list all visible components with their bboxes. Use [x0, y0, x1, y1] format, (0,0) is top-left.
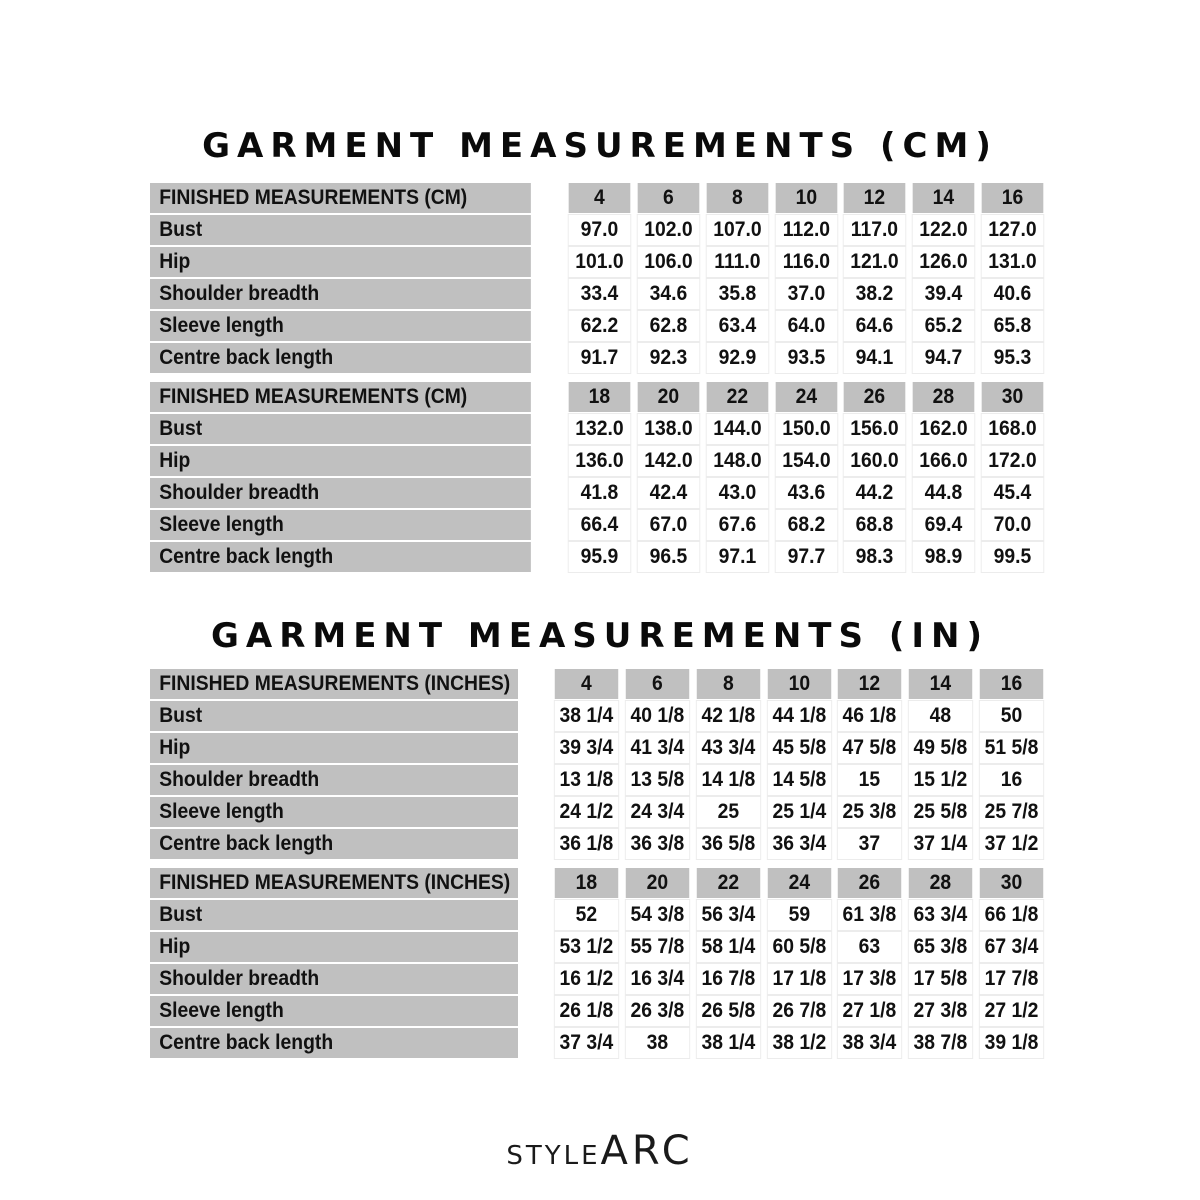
row-label: Hip	[150, 932, 518, 962]
measurement-cell: 112.0	[775, 215, 836, 245]
measurement-cell: 111.0	[706, 247, 767, 277]
row-label: Shoulder breadth	[150, 478, 531, 508]
measurement-cell: 121.0	[844, 247, 905, 277]
measurement-cell: 26 1/8	[555, 996, 618, 1026]
measurement-cell: 17 1/8	[767, 964, 830, 994]
size-header-cell: 26	[844, 382, 905, 412]
measurement-cell: 97.1	[706, 542, 767, 572]
measurement-cell: 26 5/8	[696, 996, 759, 1026]
measurement-cell: 44 1/8	[767, 701, 830, 731]
row-label: Sleeve length	[150, 797, 518, 827]
measurement-cell: 16 3/4	[626, 964, 689, 994]
measurement-cell: 106.0	[638, 247, 699, 277]
style-arc-logo	[0, 1128, 1200, 1174]
measurement-cell: 136.0	[569, 446, 630, 476]
measurement-cell: 42 1/8	[696, 701, 759, 731]
header-label: FINISHED MEASUREMENTS (INCHES)	[150, 669, 518, 699]
table-row	[150, 510, 1046, 540]
row-label: Hip	[150, 733, 518, 763]
measurement-cell: 160.0	[844, 446, 905, 476]
measurement-cell: 63 3/4	[909, 900, 972, 930]
table-row	[150, 446, 1046, 476]
size-header-cell: 22	[706, 382, 767, 412]
row-label: Centre back length	[150, 829, 518, 859]
measurement-cell: 53 1/2	[555, 932, 618, 962]
measurement-cell: 38 3/4	[838, 1028, 901, 1058]
table-row	[150, 279, 1046, 309]
measurement-cell: 43.6	[775, 478, 836, 508]
row-label: Centre back length	[150, 343, 531, 373]
measurement-cell: 15 1/2	[909, 765, 972, 795]
table-header-row	[150, 868, 1046, 898]
measurement-cell: 59	[767, 900, 830, 930]
measurement-cell: 154.0	[775, 446, 836, 476]
measurement-cell: 97.0	[569, 215, 630, 245]
size-header-cell: 6	[626, 669, 689, 699]
logo-style-text: STYLE	[506, 1141, 601, 1171]
measurement-cell: 37 1/2	[980, 829, 1043, 859]
row-label: Bust	[150, 215, 531, 245]
size-header-cell: 10	[767, 669, 830, 699]
measurement-cell: 69.4	[913, 510, 974, 540]
measurement-cell: 116.0	[775, 247, 836, 277]
measurement-cell: 36 1/8	[555, 829, 618, 859]
table-row	[150, 964, 1046, 994]
measurement-cell: 13 1/8	[555, 765, 618, 795]
measurement-cell: 35.8	[706, 279, 767, 309]
measurement-cell: 14 1/8	[696, 765, 759, 795]
measurement-cell: 50	[980, 701, 1043, 731]
measurement-cell: 94.7	[913, 343, 974, 373]
table-cm-sizes-18-30	[148, 380, 1048, 574]
size-header-cell: 14	[909, 669, 972, 699]
measurement-cell: 61 3/8	[838, 900, 901, 930]
size-header-cell: 8	[706, 183, 767, 213]
measurement-cell: 55 7/8	[626, 932, 689, 962]
measurement-cell: 58 1/4	[696, 932, 759, 962]
table-row	[150, 900, 1046, 930]
measurement-cell: 117.0	[844, 215, 905, 245]
measurement-cell: 17 7/8	[980, 964, 1043, 994]
measurement-cell: 66.4	[569, 510, 630, 540]
measurement-cell: 54 3/8	[626, 900, 689, 930]
row-label: Sleeve length	[150, 996, 518, 1026]
row-label: Shoulder breadth	[150, 765, 518, 795]
size-header-cell: 8	[696, 669, 759, 699]
measurement-cell: 47 5/8	[838, 733, 901, 763]
measurement-cell: 67 3/4	[980, 932, 1043, 962]
measurement-cell: 98.9	[913, 542, 974, 572]
table-row	[150, 996, 1046, 1026]
measurement-cell: 45 5/8	[767, 733, 830, 763]
header-label: FINISHED MEASUREMENTS (INCHES)	[150, 868, 518, 898]
measurement-cell: 63	[838, 932, 901, 962]
measurement-cell: 37	[838, 829, 901, 859]
measurement-cell: 156.0	[844, 414, 905, 444]
measurement-cell: 25 1/4	[767, 797, 830, 827]
table-row	[150, 829, 1046, 859]
measurement-cell: 33.4	[569, 279, 630, 309]
table-row	[150, 414, 1046, 444]
size-header-cell: 18	[569, 382, 630, 412]
measurement-cell: 67.6	[706, 510, 767, 540]
measurement-cell: 36 3/4	[767, 829, 830, 859]
measurement-cell: 60 5/8	[767, 932, 830, 962]
size-header-cell: 28	[913, 382, 974, 412]
size-header-cell: 30	[980, 868, 1043, 898]
measurement-cell: 25 3/8	[838, 797, 901, 827]
measurement-cell: 27 1/2	[980, 996, 1043, 1026]
measurement-cell: 44.2	[844, 478, 905, 508]
row-label: Hip	[150, 446, 531, 476]
measurement-cell: 40 1/8	[626, 701, 689, 731]
measurement-cell: 68.2	[775, 510, 836, 540]
table-in-sizes-4-16	[148, 667, 1048, 861]
measurement-cell: 172.0	[982, 446, 1044, 476]
measurement-cell: 63.4	[706, 311, 767, 341]
row-label: Hip	[150, 247, 531, 277]
table-header-row	[150, 183, 1046, 213]
measurement-cell: 94.1	[844, 343, 905, 373]
header-label: FINISHED MEASUREMENTS (CM)	[150, 183, 531, 213]
size-header-cell: 30	[982, 382, 1044, 412]
row-label: Bust	[150, 701, 518, 731]
measurement-cell: 27 1/8	[838, 996, 901, 1026]
table-row	[150, 932, 1046, 962]
measurement-cell: 67.0	[638, 510, 699, 540]
measurement-cell: 41 3/4	[626, 733, 689, 763]
measurement-cell: 101.0	[569, 247, 630, 277]
measurement-cell: 99.5	[982, 542, 1044, 572]
measurement-cell: 16	[980, 765, 1043, 795]
measurement-cell: 49 5/8	[909, 733, 972, 763]
row-label: Centre back length	[150, 1028, 518, 1058]
measurement-cell: 62.2	[569, 311, 630, 341]
measurement-cell: 138.0	[638, 414, 699, 444]
measurement-cell: 66 1/8	[980, 900, 1043, 930]
measurement-cell: 95.3	[982, 343, 1044, 373]
measurement-cell: 97.7	[775, 542, 836, 572]
measurement-cell: 65.8	[982, 311, 1044, 341]
size-header-cell: 16	[980, 669, 1043, 699]
measurement-cell: 68.8	[844, 510, 905, 540]
measurement-cell: 37.0	[775, 279, 836, 309]
table-row	[150, 478, 1046, 508]
measurement-cell: 48	[909, 701, 972, 731]
measurement-cell: 144.0	[706, 414, 767, 444]
size-header-cell: 24	[767, 868, 830, 898]
row-label: Sleeve length	[150, 311, 531, 341]
table-row	[150, 215, 1046, 245]
measurement-cell: 42.4	[638, 478, 699, 508]
logo-arc-text: ARC	[600, 1128, 694, 1174]
measurement-cell: 70.0	[982, 510, 1044, 540]
measurement-cell: 95.9	[569, 542, 630, 572]
measurement-cell: 52	[555, 900, 618, 930]
row-label: Shoulder breadth	[150, 964, 518, 994]
measurement-cell: 26 7/8	[767, 996, 830, 1026]
row-label: Sleeve length	[150, 510, 531, 540]
measurement-cell: 25 7/8	[980, 797, 1043, 827]
measurement-cell: 92.9	[706, 343, 767, 373]
measurement-cell: 17 3/8	[838, 964, 901, 994]
size-header-cell: 22	[696, 868, 759, 898]
measurement-cell: 26 3/8	[626, 996, 689, 1026]
measurement-cell: 16 1/2	[555, 964, 618, 994]
measurement-cell: 36 5/8	[696, 829, 759, 859]
measurement-cell: 17 5/8	[909, 964, 972, 994]
table-row	[150, 797, 1046, 827]
measurement-cell: 39 3/4	[555, 733, 618, 763]
measurement-cell: 25	[696, 797, 759, 827]
size-header-cell: 4	[569, 183, 630, 213]
measurement-cell: 96.5	[638, 542, 699, 572]
table-header-row	[150, 669, 1046, 699]
measurement-cell: 46 1/8	[838, 701, 901, 731]
row-label: Bust	[150, 900, 518, 930]
size-header-cell: 4	[555, 669, 618, 699]
size-header-cell: 14	[913, 183, 974, 213]
measurement-cell: 142.0	[638, 446, 699, 476]
header-label: FINISHED MEASUREMENTS (CM)	[150, 382, 531, 412]
table-header-row	[150, 382, 1046, 412]
measurement-cell: 127.0	[982, 215, 1044, 245]
table-row	[150, 311, 1046, 341]
heading-in: GARMENT MEASUREMENTS (IN)	[210, 616, 990, 656]
table-row	[150, 542, 1046, 572]
measurement-cell: 168.0	[982, 414, 1044, 444]
measurement-cell: 92.3	[638, 343, 699, 373]
size-header-cell: 6	[638, 183, 699, 213]
measurement-cell: 43 3/4	[696, 733, 759, 763]
measurement-cell: 37 1/4	[909, 829, 972, 859]
measurement-cell: 148.0	[706, 446, 767, 476]
measurement-cell: 25 5/8	[909, 797, 972, 827]
measurement-cell: 38 7/8	[909, 1028, 972, 1058]
measurement-cell: 38 1/2	[767, 1028, 830, 1058]
measurement-cell: 64.6	[844, 311, 905, 341]
measurement-cell: 122.0	[913, 215, 974, 245]
measurement-cell: 27 3/8	[909, 996, 972, 1026]
table-row	[150, 1028, 1046, 1058]
size-header-cell: 16	[982, 183, 1044, 213]
table-cm-sizes-4-16	[148, 181, 1048, 375]
measurement-cell: 166.0	[913, 446, 974, 476]
size-header-cell: 18	[555, 868, 618, 898]
measurement-cell: 43.0	[706, 478, 767, 508]
measurement-cell: 65.2	[913, 311, 974, 341]
table-row	[150, 765, 1046, 795]
measurement-cell: 38 1/4	[555, 701, 618, 731]
measurement-cell: 93.5	[775, 343, 836, 373]
measurement-cell: 62.8	[638, 311, 699, 341]
row-label: Bust	[150, 414, 531, 444]
measurement-cell: 65 3/8	[909, 932, 972, 962]
measurement-cell: 41.8	[569, 478, 630, 508]
measurement-cell: 40.6	[982, 279, 1044, 309]
size-header-cell: 10	[775, 183, 836, 213]
measurement-cell: 15	[838, 765, 901, 795]
row-label: Shoulder breadth	[150, 279, 531, 309]
measurement-cell: 45.4	[982, 478, 1044, 508]
size-header-cell: 20	[626, 868, 689, 898]
measurement-cell: 56 3/4	[696, 900, 759, 930]
measurement-cell: 126.0	[913, 247, 974, 277]
measurement-cell: 44.8	[913, 478, 974, 508]
row-label: Centre back length	[150, 542, 531, 572]
measurement-cell: 107.0	[706, 215, 767, 245]
measurement-cell: 150.0	[775, 414, 836, 444]
measurement-cell: 38	[626, 1028, 689, 1058]
measurement-cell: 34.6	[638, 279, 699, 309]
measurement-cell: 14 5/8	[767, 765, 830, 795]
measurement-cell: 36 3/8	[626, 829, 689, 859]
measurement-cell: 51 5/8	[980, 733, 1043, 763]
measurement-cell: 13 5/8	[626, 765, 689, 795]
table-row	[150, 343, 1046, 373]
measurement-cell: 24 3/4	[626, 797, 689, 827]
measurement-cell: 102.0	[638, 215, 699, 245]
size-header-cell: 26	[838, 868, 901, 898]
measurement-cell: 37 3/4	[555, 1028, 618, 1058]
table-in-sizes-18-30	[148, 866, 1048, 1060]
size-header-cell: 12	[838, 669, 901, 699]
table-row	[150, 701, 1046, 731]
size-header-cell: 24	[775, 382, 836, 412]
measurement-cell: 98.3	[844, 542, 905, 572]
size-header-cell: 12	[844, 183, 905, 213]
measurement-cell: 24 1/2	[555, 797, 618, 827]
measurement-cell: 38 1/4	[696, 1028, 759, 1058]
table-row	[150, 247, 1046, 277]
measurement-cell: 39.4	[913, 279, 974, 309]
table-row	[150, 733, 1046, 763]
size-header-cell: 28	[909, 868, 972, 898]
size-header-cell: 20	[638, 382, 699, 412]
measurement-cell: 91.7	[569, 343, 630, 373]
measurement-cell: 38.2	[844, 279, 905, 309]
measurement-cell: 16 7/8	[696, 964, 759, 994]
measurement-cell: 64.0	[775, 311, 836, 341]
measurement-cell: 162.0	[913, 414, 974, 444]
measurement-cell: 39 1/8	[980, 1028, 1043, 1058]
heading-cm: GARMENT MEASUREMENTS (CM)	[202, 126, 998, 166]
measurement-cell: 132.0	[569, 414, 630, 444]
measurement-cell: 131.0	[982, 247, 1044, 277]
